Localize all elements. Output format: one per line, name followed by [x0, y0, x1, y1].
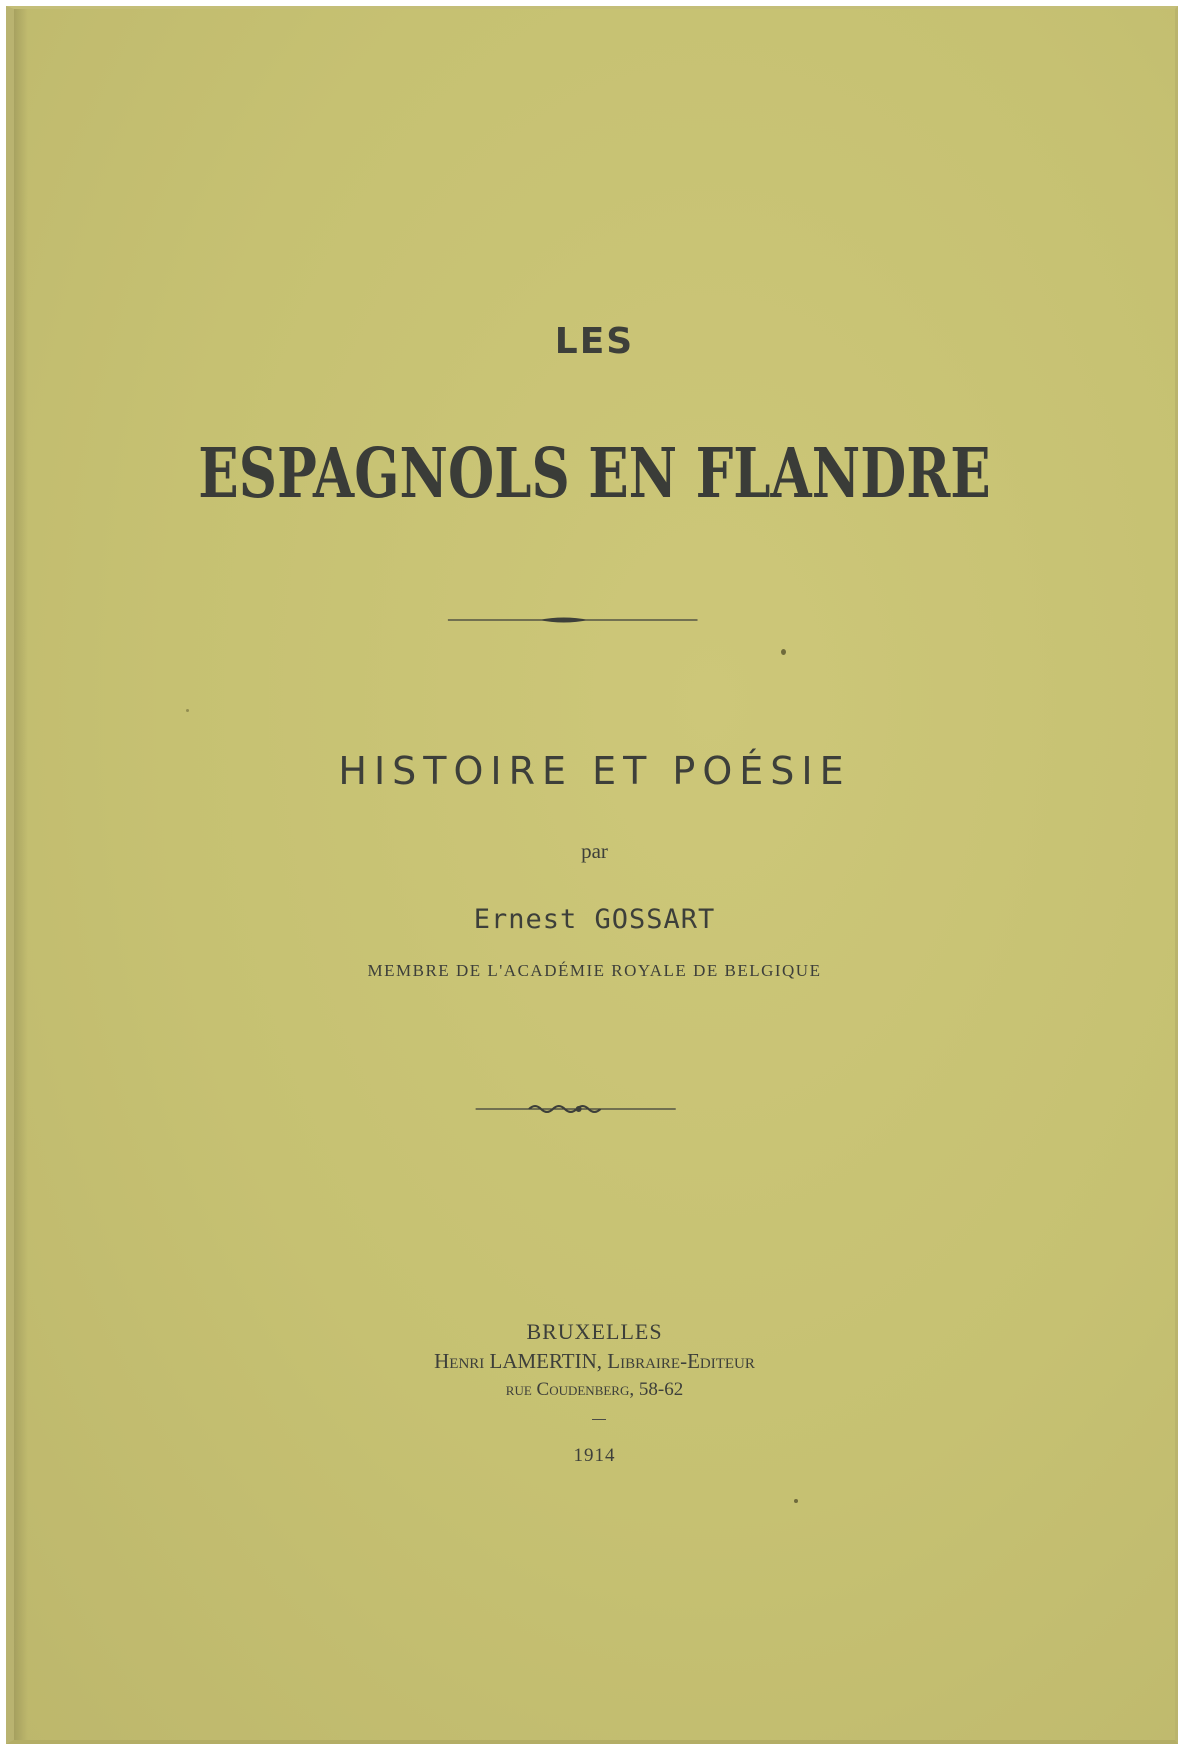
by-label: par: [581, 839, 608, 863]
imprint-address: rue Coudenberg, 58-62: [505, 1379, 684, 1400]
pre-title: LES: [554, 321, 635, 362]
imprint-city: BRUXELLES: [526, 1319, 663, 1344]
subtitle: HISTOIRE ET POÉSIE: [338, 749, 851, 793]
title-ornament-rule: [14, 614, 1175, 626]
paper-speck: [794, 1499, 798, 1503]
imprint-publisher: Henri LAMERTIN, Libraire-Editeur: [434, 1349, 755, 1373]
author-name: Ernest GOSSART: [473, 904, 716, 935]
imprint-divider: [592, 1419, 606, 1420]
fleuron-ornament: [14, 1102, 1175, 1116]
book-cover: [6, 6, 1178, 1744]
spine-shadow: [14, 9, 28, 1740]
book-title: ESPAGNOLS EN FLANDRE: [198, 434, 991, 514]
author-affiliation: MEMBRE DE L'ACADÉMIE ROYALE DE BELGIQUE: [367, 961, 822, 980]
paper-speck: [186, 709, 189, 712]
imprint-year: 1914: [573, 1445, 616, 1466]
paper-speck: [781, 649, 786, 655]
